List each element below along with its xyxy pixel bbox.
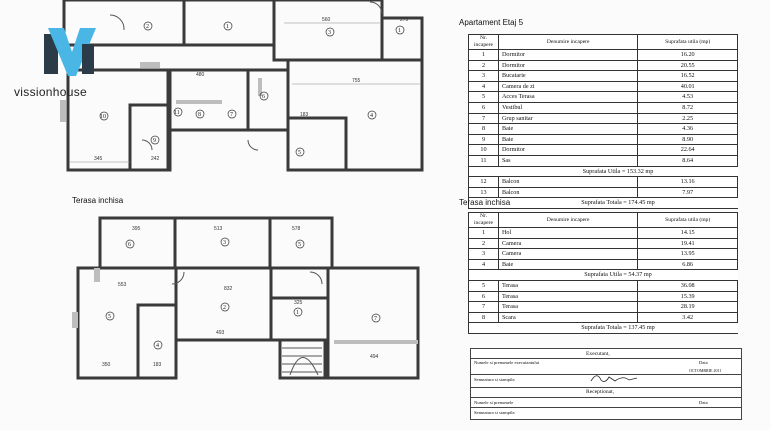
room-name-cell: Dormitor: [498, 60, 637, 71]
room-area-cell: 15.39: [638, 291, 738, 302]
col-header: Nr. incapere: [469, 213, 499, 228]
room-number: 7: [374, 316, 377, 322]
terrace-area-table: [468, 212, 738, 334]
room-area-cell: 22.64: [638, 145, 738, 156]
col-header: Denumire incapere: [498, 213, 637, 228]
room-area-cell: 14.15: [638, 228, 738, 239]
room-number-cell: 4: [469, 81, 499, 92]
subtotal-row: [469, 270, 738, 281]
dim-label: 242: [151, 156, 160, 162]
room-number: 9: [153, 138, 156, 144]
room-number: 5: [298, 242, 301, 248]
room-number: 6: [262, 94, 265, 100]
dim-label: 395: [132, 226, 141, 232]
room-number: 11: [174, 110, 180, 116]
signature-block: [470, 348, 742, 420]
room-name-cell: Grup sanitar: [498, 113, 637, 124]
dim-label: 494: [370, 354, 379, 360]
room-number: 1: [296, 310, 299, 316]
room-number-cell: 2: [469, 60, 499, 71]
date-label: Data: [699, 360, 708, 365]
room-number-cell: 8: [469, 312, 499, 323]
room-name-cell: Baie: [498, 124, 637, 135]
room-name-cell: Scara: [498, 312, 637, 323]
room-name-cell: Hol: [498, 228, 637, 239]
staircase: [282, 348, 322, 375]
room-area-cell: 19.41: [638, 238, 738, 249]
room-name-cell: Balcon: [498, 187, 637, 198]
room-area-cell: 13.95: [638, 249, 738, 260]
table-row: [469, 81, 738, 92]
executant-name-label: Numele si prenumele executantului: [474, 360, 540, 365]
room-number-cell: 13: [469, 187, 499, 198]
room-area-cell: 16.52: [638, 71, 738, 82]
date-label-2: Data: [699, 400, 708, 405]
dim-label: 183: [300, 112, 309, 118]
room-number-cell: 11: [469, 155, 499, 166]
table2-title: Terasa inchisa: [459, 198, 511, 207]
room-number-cell: 12: [469, 177, 499, 188]
room-number: 3: [328, 30, 331, 36]
room-number: 1: [398, 28, 401, 34]
room-number-cell: 9: [469, 134, 499, 145]
room-area-cell: 13.16: [638, 177, 738, 188]
handwritten-signature: [589, 371, 649, 385]
room-area-cell: 20.55: [638, 60, 738, 71]
apartment-area-table: [468, 34, 738, 209]
col-header: Denumire incapere: [498, 35, 637, 50]
dim-label: 755: [352, 78, 361, 84]
room-name-cell: Camera de zi: [498, 81, 637, 92]
room-number: 2: [223, 305, 226, 311]
table-row: [469, 113, 738, 124]
room-name-cell: Terasa: [498, 302, 637, 313]
table-row: [469, 280, 738, 291]
table-row: [469, 50, 738, 61]
room-number: 8: [198, 112, 201, 118]
room-number: 4: [370, 113, 373, 119]
room-markers-bottom: [106, 238, 380, 349]
room-number: 7: [230, 112, 233, 118]
room-name-cell: Terasa: [498, 280, 637, 291]
table-row: [469, 71, 738, 82]
room-area-cell: 6.86: [638, 259, 738, 270]
room-name-cell: Terasa: [498, 291, 637, 302]
dim-label: 325: [294, 300, 303, 306]
room-number: 6: [128, 242, 131, 248]
room-name-cell: Camera: [498, 249, 637, 260]
room-number: 1: [226, 24, 229, 30]
room-area-cell: 36.08: [638, 280, 738, 291]
table-row: [469, 134, 738, 145]
total-text: Suprafata Totala = 174.45 mp: [498, 198, 737, 209]
room-area-cell: 4.36: [638, 124, 738, 135]
table-row: [469, 92, 738, 103]
col-header: Suprafata utila (mp): [638, 213, 738, 228]
room-area-cell: 40.01: [638, 81, 738, 92]
total-row: [469, 323, 738, 334]
sign-label: Semnatura si stampila: [474, 377, 515, 382]
table-row: [469, 177, 738, 188]
receptionat-label: Receptionat,: [586, 389, 615, 395]
room-number: 5: [108, 314, 111, 320]
room-number-cell: 6: [469, 291, 499, 302]
dim-label: 493: [216, 330, 225, 336]
subtotal-text: Suprafata Utila = 54.37 mp: [498, 270, 737, 281]
table-row: [469, 60, 738, 71]
room-number: 2: [146, 24, 149, 30]
table-row: [469, 102, 738, 113]
room-number-cell: 3: [469, 71, 499, 82]
name-label-2: Numele si prenumele: [474, 400, 514, 405]
table-row: [469, 155, 738, 166]
room-name-cell: Vestibul: [498, 102, 637, 113]
table-row: [469, 238, 738, 249]
room-area-cell: 8.64: [638, 155, 738, 166]
subtotal-row: [469, 166, 738, 177]
room-name-cell: Dormitor: [498, 50, 637, 61]
dim-label: 513: [214, 226, 223, 232]
room-number-cell: 10: [469, 145, 499, 156]
col-header: Suprafata utila (mp): [638, 35, 738, 50]
room-number: 4: [156, 343, 159, 349]
table-row: [469, 145, 738, 156]
room-name-cell: Bucatarie: [498, 71, 637, 82]
room-area-cell: 3.42: [638, 312, 738, 323]
room-area-cell: 8.72: [638, 102, 738, 113]
room-name-cell: Baie: [498, 134, 637, 145]
table-row: [469, 312, 738, 323]
room-number-cell: 3: [469, 249, 499, 260]
room-area-cell: 7.97: [638, 187, 738, 198]
dim-label: 270: [400, 17, 409, 23]
room-number: 10: [100, 114, 106, 120]
dim-label: 560: [322, 17, 331, 23]
room-number-cell: 8: [469, 124, 499, 135]
room-area-cell: 8.90: [638, 134, 738, 145]
date-value: OCTOMBRIE 2011: [689, 368, 722, 373]
room-name-cell: Dormitor: [498, 145, 637, 156]
table-row: [469, 291, 738, 302]
room-area-cell: 4.53: [638, 92, 738, 103]
room-name-cell: Camera: [498, 238, 637, 249]
room-number-cell: 7: [469, 113, 499, 124]
table-row: [469, 249, 738, 260]
room-number-cell: 2: [469, 238, 499, 249]
vissionhouse-logo: [14, 22, 124, 102]
vh-monogram-icon: [42, 22, 100, 80]
room-number-cell: 5: [469, 92, 499, 103]
room-name-cell: Balcon: [498, 177, 637, 188]
room-number-cell: 1: [469, 228, 499, 239]
room-name-cell: Baie: [498, 259, 637, 270]
dim-label: 578: [292, 226, 301, 232]
table-row: [469, 228, 738, 239]
subtotal-text: Suprafata Utila = 153.32 mp: [498, 166, 737, 177]
executant-label: Executant,: [586, 351, 610, 357]
terasa-plan-title: Terasa inchisa: [72, 196, 124, 205]
room-area-cell: 28.19: [638, 302, 738, 313]
room-number: 5: [298, 150, 301, 156]
table-row: [469, 187, 738, 198]
room-number: 3: [223, 240, 226, 246]
col-header: Nr. incapere: [469, 35, 499, 50]
room-name-cell: Acces Terasa: [498, 92, 637, 103]
dim-label: 350: [102, 362, 111, 368]
dim-label: 480: [196, 72, 205, 78]
dim-label: 553: [118, 282, 127, 288]
table-row: [469, 302, 738, 313]
dim-label: 345: [94, 156, 103, 162]
dim-label: 183: [153, 362, 162, 368]
logo-wordmark: vissionhouse: [14, 85, 87, 99]
room-name-cell: Sas: [498, 155, 637, 166]
room-number-cell: 5: [469, 280, 499, 291]
dim-label: 832: [224, 286, 233, 292]
total-text: Suprafata Totala = 137.45 mp: [498, 323, 737, 334]
room-number-cell: 7: [469, 302, 499, 313]
room-area-cell: 2.25: [638, 113, 738, 124]
room-number-cell: 1: [469, 50, 499, 61]
room-number-cell: 6: [469, 102, 499, 113]
table-row: [469, 259, 738, 270]
room-number-cell: 4: [469, 259, 499, 270]
table-row: [469, 124, 738, 135]
room-area-cell: 16.20: [638, 50, 738, 61]
table1-title: Apartament Etaj 5: [459, 18, 524, 27]
sign-label-2: Semnatura si stampila: [474, 410, 515, 415]
